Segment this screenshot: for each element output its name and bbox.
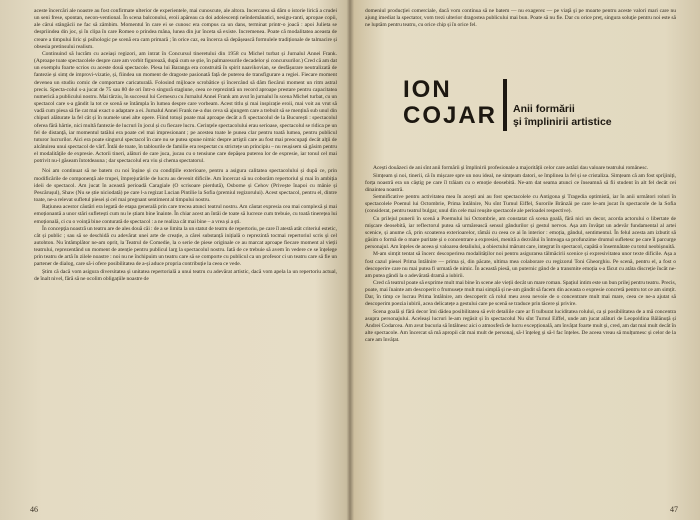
right-page: [351, 0, 700, 520]
title-divider-bar: [503, 79, 507, 131]
article-paragraph: Continuind să lucrăm cu aceiași regizori, am intrat în Concursul tineretului din 1958 cu Michel turbat și Jurnalul Annei Frank. (Aproape toate spectacolele despre care am vorbit figurează, după cum se știe, în palmaresurile decadelor și concursurilor.) Cred că am dat un exemplu foarte scrios cu aceste două spectacole. Piesa lui Baranga era construită în spirit naavikovian, se desfășurare neutralizată de fantezie și simț de improvi-vizatie, și, fiindea un moment de dragoste pasionată față de puterea de transfigurare a regiei. Fiecare moment devenea un studiu comic de comportare caricaturală. Folosind mijloace scrobătice și încercând să dăm fiecărui moment un ritm astral precis. Specta-colul s-a jucat de 75 sau 80 de ori într-o singură stagiune, ceea ce reprezintă un record aproape prestare pentru capacitatea numerică a publicului nostru. Mai târziu, în succesul lui Cernescu cu Jurnalul Annei Frank am avut în jurnalul în scena Michel turbat, cu un spectacol care s-a gândit la tot ce scenă se întâmpla în lumea despre care vorbeam. Acest titlu și mai inspirație eroii, mai voit au vrut să vadă cum piesa să fie cat mai exact o adaptare a ei. Jurnalul Annei Frank ne-a dus ceva să ajungem care a trebuit să se mențină sub unul din chipuri alăturate la fel cât și în numele unei alte opere. Fiind totuși poate mai aproape decât a fi spectacolul de la București : spectacolul oferea fără hârtie, nici multă fantezie de lucruri în jocul și cu fiecare lucru. Cerinţele spectacolului erau serioase, spectacolul se ridica pe un fel de distanţă, iar momentul tatălui era poate cel mai impresionant ; pe acestea toate le punea clar pentru toată lumea, pentru publicul tuturor lucrurilor. Aici era poate singurul spectacol în care nu se putea spune nimic despre artiştii care au fost mai preocupaţi decât alţii de alcătuirea unui spectacol de vârf. Întâi de toate, în tablourile de familie era respectat cu strictețe un principiu – nu reușisem să găsim pentru el modalităţile de expresie. Actorii tineri, alături de care juca, jucau cu o tensiune care depășea puterea lor de expresie, iar tonul cel mai potrivit nu-l găseam întotdeauna ; dar spectacolul era viu și chema spectatorul.: [34, 50, 337, 165]
article-paragraph: În concepţia noastră un teatru are de ales două căi : de a se limita la un statut de teatru de repertoriu, pe care îl atestă atât criteriul estetic, cât și public ; sau să se deschidă cu adevărat unei arte de creație, a cărei substanță inițială o reprezintă tocmai repertoriul scris și cel autohton. Nu întâmplător ne-am oprit, la Teatrul de Comedie, la o serie de piese originale ce au marcat aproape fiecare moment al vieții teatrului, reprezentând un moment de atenție pentru publicul larg la spectacolul nostru. Iată de ce trebuie să avem în vedere ce se înțelege prin teatru de artă în zilele noastre : noi nu ne închipuim un teatru care să se comporte cu publicul ca un profesor ci un teatru care să fie un partener de dialog, care să-i ofere posibilitatea de a-și aduce propria contribuție la ceea ce vede.: [34, 225, 337, 268]
article-paragraph: Cu prilejul punerii în scenă a Poemului lui Octombrie, am constatat că scena goală, fără nici un decor, acorda actorului o libertate de mișcare deosebită, iar reflectorul putea să urmărească sensul gândurilor și gestul nervos. Așa am învățat un adevăr fundamental al artei scenice, și anume că, prin scoaterea exterioarelor, rămâi cu ceea ce ai în interior : emoția, gândul, sentimentul. În felul acesta am izbutit să găsim o formă de o mare puritate și o concentrare a expresiei, menită a dezvălui în întreaga sa profunzime drumul sufletesc pe care îl parcurge personajul. Am înțeles de aceea și valoarea detaliului, a obiectului mărunt care, integrat în spectacol, capătă o însemnătate cu totul neobișnuită.: [365, 215, 676, 251]
article-paragraph: Cred că teatrul poate să exprime mult mai bine în scene ale vieții decât un mare roman. Spațiul intim este un bun prilej pentru teatru. Precis, poate, mai înainte am descoperit o frumusețe mult mai simplă și ne-am gândit să facem din aceasta o expresie concretă pentru tot ce am simțit. Dar, în timp ce lucrau Prima întâlnire, am descoperit că rolul meu avea nevoie de o concentrare mult mai mare, ceea ce ne-a ajutat să descoperim poezia iubirii, acea delicatețe a gestului care pe scenă se traduce prin tăcere și privire.: [365, 279, 676, 308]
left-page: [0, 0, 349, 520]
continuation-paragraph: domeniul producţiei comerciale, dacă vom continua să ne batem — nu exagerez — pe viaţă şi pe moarte pentru aceste valori mari care nu ajung imediat la spectator, vom trezi ulterior dragostea publicului mai bun. Poate să nu fie. Dar cu orice preț, singura soluţie pentru noi este să ne luptăm pentru teatru, cu orice chip și în orice fel.: [365, 8, 676, 29]
article-title-line-1: Anii formării: [513, 103, 575, 116]
author-name: [403, 77, 497, 129]
left-page-text: [34, 8, 337, 283]
right-page-number: 47: [670, 505, 678, 514]
article-paragraph: Semnificative pentru activitatea mea în acești ani au fost spectacolele cu Antigona şi Tragedia optimistă, iar în anii următori roluri în spectacolele Poemul lui Octombrie, Prima întâlnire, Nu sînt Turnul Eiffel, Surorile Brânzăi pe care le-am jucat în spectacole de la Sofia (considerat, pentru teatrul bulgar, unul din cele mai reușite spectacole ale perioadei respective).: [365, 194, 676, 215]
article-paragraph: Rațiunea acestor căutări era legată de etapa generală prin care trecea atunci teatrul nostru. Am căutat expresia cea mai complexă și mai emoționantă a unor stări sufletești cum nu le știam bine înainte. În chiar acest an întâi de toate să lucreze cum trebuie, cu toată tinerețea lui emoțională, ci cu o voință bine conturată de spectacol : a ne realiza cât mai bine – a vrea și a ști.: [34, 204, 337, 225]
article-paragraph: Acești douăzeci de ani sînt anii formării şi împlinirii profesionale a majorității celor care astăzi dau valoare teatrului românesc.: [373, 165, 649, 172]
article-paragraph: M-am simțit tentat să încerc descoperirea modalităților noi pentru asigurarea tălmăcirii scenice și expresivitatea unor texte dificile. Așa a fost cazul piesei Prima întâlnire — prima și, din păcate, ultima mea colaborare cu regizorul Toni Gheorghiu. Pe scenă, pentru el, a fost o descoperire care nu mai putea fi urmată de nimic. În această piesă, un puternic gând de a transmite emoția s-a făcut cu atâta discreție încât ne-am putea gândi la o adevărată dramă a iubirii.: [365, 251, 676, 279]
article-paragraph: Noi am continuat să ne batem cu noi înșine și cu condițiile exterioare, pentru a asigura calitatea spectacolului și după ce, prin modificările de componență ale trupei, împrejurările de lucru au devenit dificile. Am încercat să nu coborâm repertoriul și mai în ambiția ideii de spectacol. Am jucat în această perioadă Caragiale (O scrisoare pierdută), Osborne și Cehov (Privește înapoi cu mânie și Pescărușul), Shaw (Nu se știe niciodată) pe care l-a regizat Lucian Pintilie la Sofia (premiul regizorului). Acest spectacol, pentru el, dintre toate, ne-a relevat sufletul piesei și cel mai pregnant sentiment al timpului nostru.: [34, 168, 337, 204]
right-page-continuation: [365, 8, 676, 29]
article-title: [513, 103, 612, 128]
article-title-line-2: şi împlinirii artistice: [513, 115, 612, 128]
article-paragraph: aceste încercări ale noastre au fost confirmate ulterior de experientele, mai cunoscute, ale altora. Incercarea să dăm o istorie lirică a crudei un seni frese, spontan, necon-ventional. În scena balconului, eroii apăreau ca doi adolescenți neîndemânatici, nesigu-ranti, apropae copii, ale cărui stângăcii ne fac să zâmbim. Momentul în care ei se cunosc era compus ca un dans, terminat printr-o joacă : apoi Julieta se despriindea din joc, și în clipa în care Romeo o prindea mâna, lunea din jur înceta să existe. Incremenea. Poate că modalitatea aceasta de creare a timpului liric și psihologic pe scenă era cam primară ; în orice caz, ea încerca să depășească formulele tradiționale de talmacire și obsesia pretinsului realism.: [34, 8, 337, 50]
author-last-name: COJAR: [403, 102, 498, 130]
right-page-text: [365, 165, 676, 344]
article-paragraph: Știm că dacă vom asigura diversitatea și unitatea repertorială a unui teatru cu adevărat artistic, dacă vom apela la un repertoriu actual, de înalt nivel, fără să ne ocolim obligațiile noastre de: [34, 268, 337, 282]
author-first-name: ION: [403, 76, 452, 104]
article-paragraph: Simțeam și noi, tinerii, că în mișcare spre un nou ideal, ne simțeam datori, se împlinea la fel și se cristaliza. Simțeam că am fost sprijiniți, forța noastră era un câștig pe care îl trăiam cu o emoție deosebită. Ne-am dat seama atunci ce înseamnă să fii student în alt fel decât cei dinaintea noastră.: [365, 172, 676, 193]
article-paragraph: Scena goală și fără decor îmi dădea posibilitatea să evit detaliile care ar fi tulburat luciditatea rolului, ca și posibilitatea de a mă concentra asupra personajului. Aceleași lucruri le-am regăsit și în spectacolul Nu sînt Turnul Eiffel, unde am jucat alături de Leopoldina Bălănuță și Andrei Codarcea. Am avut bucuria să întâlnesc aici o atmosferă de lucru excepțională, am învățat foarte mult și, cred, am dat mai mult decât în alte spectacole. Am încercat să mă apropii cât mai mult de personaj, să-l înțeleg și să-l fac înțeles. De aceea vreau să mulțumesc și celor de la care am învățat.: [365, 308, 676, 344]
article-header: [403, 77, 676, 149]
left-page-number: 46: [30, 505, 38, 514]
